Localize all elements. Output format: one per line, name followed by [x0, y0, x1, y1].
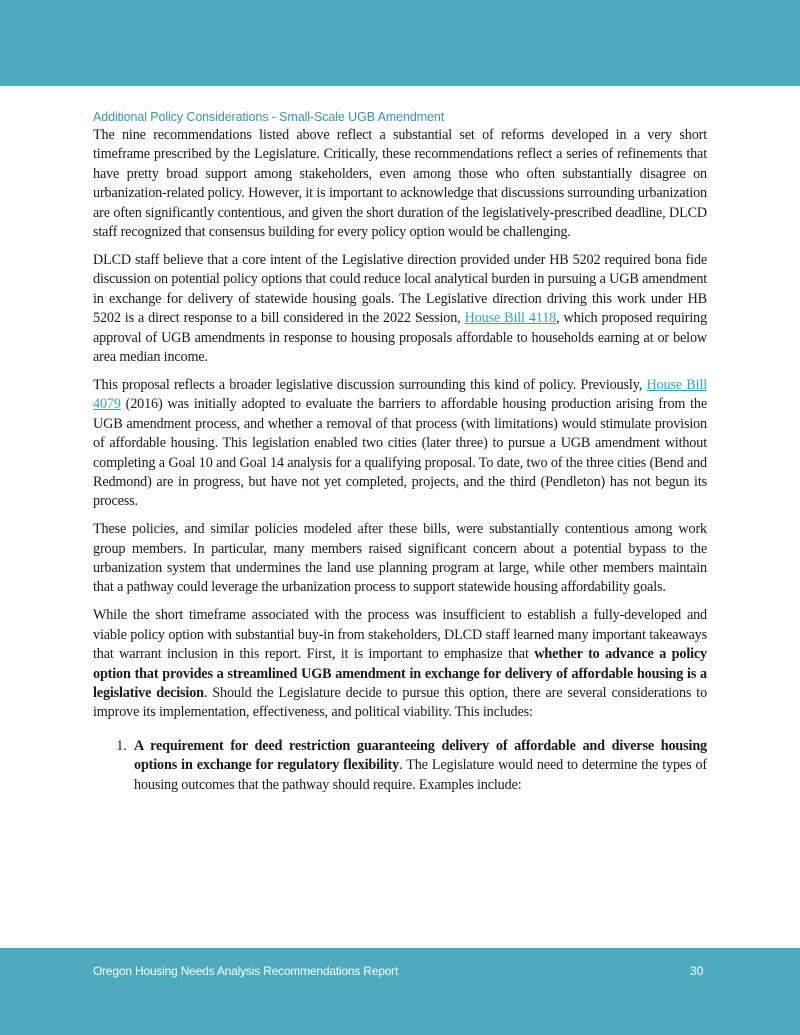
page-content	[93, 108, 707, 795]
paragraph-5-text-before: While the short timeframe associated with the process was insufficient to establish a fully-developed and viable policy option with substantial buy-in from stakeholders, DLCD staff learned many important takeaways that warrant inclusion in this report. First, it is important to emphasize that	[93, 607, 707, 663]
considerations-list	[93, 737, 707, 795]
paragraph-4: These policies, and similar policies modeled after these bills, were substantially contentious among work group members. In particular, many members raised significant concern about a potential bypass to the urbanization system that undermines the land use planning program at large, while other members maintain that a pathway could leverage the urbanization process to support statewide housing affordability goals.	[93, 521, 707, 596]
paragraph-3	[93, 376, 707, 512]
list-item-text: . The Legislature would need to determine the types of housing outcomes that the pathway should require. Examples include:	[134, 757, 708, 793]
paragraph-5-bold: whether to advance a policy option that provides a streamlined UGB amendment in exchange for delivery of affordable housing is a legislative decision	[93, 646, 707, 701]
paragraph-2	[93, 251, 707, 367]
section-heading: Additional Policy Considerations - Small-Scale UGB Amendment	[93, 110, 445, 124]
list-item-bold: A requirement for deed restriction guaranteeing delivery of affordable and diverse housing options in exchange for regulatory flexibility	[134, 737, 707, 774]
header-band	[0, 0, 800, 86]
house-bill-4079-link[interactable]: House Bill 4079	[93, 376, 707, 413]
paragraph-1: The nine recommendations listed above reflect a substantial set of reforms developed in a very short timeframe prescribed by the Legislature. Critically, these recommendations reflect a series of refinements that have pretty broad support among stakeholders, even among those who often substantially disagree on urbanization-related policy. However, it is important to acknowledge that discussions surrounding urbanization are often significantly contentious, and given the short duration of the legislatively-prescribed deadline, DLCD staff recognized that consensus building for every policy option would be challenging.	[93, 127, 707, 241]
paragraph-2-text-before: DLCD staff believe that a core intent of the Legislative direction provided under HB 5202 required bona fide discussion on potential policy options that could reduce local analytical burden in pursuing a UGB amendment in exchange for delivery of statewide housing goals. The Legislative direction driving this work under HB 5202 is a direct response to a bill considered in the 2022 Session,	[93, 251, 707, 327]
paragraph-3-text-after: (2016) was initially adopted to evaluate the barriers to affordable housing production arising from the UGB amendment process, and whether a removal of that process (with limitations) would stimulate provision of affordable housing. This legislation enabled two cities (later three) to pursue a UGB amendment without completing a Goal 10 and Goal 14 analysis for a qualifying proposal. To date, two of the three cities (Bend and Redmond) are in progress, but have not yet completed, projects, and the third (Pendleton) has not begun its process.	[93, 396, 707, 510]
page-number: 30	[690, 964, 704, 978]
paragraph-2-text-after: , which proposed requiring approval of UGB amendments in response to housing proposals affordable to households earning at or below area median income.	[93, 310, 708, 365]
footer-band	[0, 948, 800, 1035]
footer-report-title: Oregon Housing Needs Analysis Recommendations Report	[93, 964, 399, 978]
house-bill-4118-link[interactable]: House Bill 4118	[464, 310, 557, 327]
paragraph-5	[93, 606, 707, 722]
paragraph-5-text-after: . Should the Legislature decide to pursue this option, there are several considerations to improve its implementation, effectiveness, and political viability. This includes:	[93, 684, 708, 721]
list-item	[130, 737, 707, 795]
paragraph-3-text-before: This proposal reflects a broader legislative discussion surrounding this kind of policy. Previously,	[93, 376, 647, 393]
